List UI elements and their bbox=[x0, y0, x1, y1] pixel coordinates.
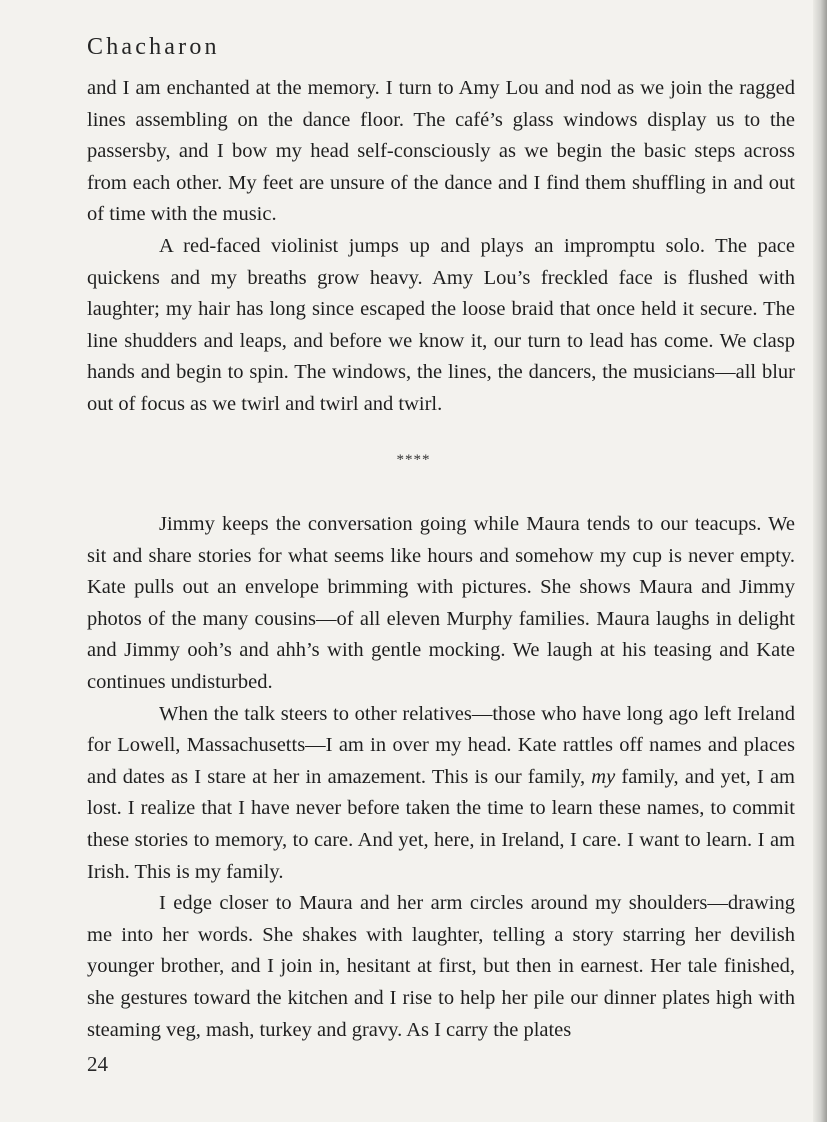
page-number: 24 bbox=[87, 1052, 108, 1076]
emphasis-text: my bbox=[591, 765, 616, 788]
paragraph bbox=[87, 699, 795, 889]
paragraph: and I am enchanted at the memory. I turn to Amy Lou and nod as we join the ragged lines assembling on the dance floor. The café’s glass windows display us to the passersby, and I bow my head self-consciously as we begin the basic steps across from each other. My feet are unsure of the dance and I find them shuffling in and out of time with the music. bbox=[87, 77, 795, 226]
paragraph: Jimmy keeps the conversation going while Maura tends to our teacups. We sit and share stories for what seems like hours and somehow my cup is never empty. Kate pulls out an envelope brimming with pictures. She shows Maura and Jimmy photos of the many cousins—of all eleven Murphy families. Maura laughs in delight and Jimmy ooh’s and ahh’s with gentle mocking. We laugh at his teasing and Kate continues undisturbed. bbox=[87, 513, 795, 693]
paragraph: I edge closer to Maura and her arm circles around my shoulders—drawing me into her words. She shakes with laughter, telling a story starring her devilish younger brother, and I join in, hesitant at first, but then in earnest. Her tale finished, she gestures toward the kitchen and I rise to help her pile our dinner plates high with steaming veg, mash, turkey and gravy. As I carry the plates bbox=[87, 892, 795, 1041]
text-section-2 bbox=[87, 509, 795, 1046]
paragraph-text: family, and yet, I am lost. I realize that I have never before taken the time to learn these names, to commit these stories to memory, to care. And yet, here, in Ireland, I care. I want to learn. I am Irish. This is my family. bbox=[87, 765, 795, 883]
text-section-1 bbox=[87, 73, 795, 421]
page-edge-shadow bbox=[813, 0, 827, 1122]
section-divider: **** bbox=[396, 452, 431, 468]
paragraph: A red-faced violinist jumps up and plays an impromptu solo. The pace quickens and my breaths grow heavy. Amy Lou’s freckled face is flushed with laughter; my hair has long since escaped the loose braid that once held it secure. The line shudders and leaps, and before we know it, our turn to lead has come. We clasp hands and begin to spin. The windows, the lines, the dancers, the musicians—all blur out of focus as we twirl and twirl and twirl. bbox=[87, 234, 795, 415]
paragraph-text: When the talk steers to other relatives—those who have long ago left Ireland for Lowell, Massachusetts—I am in over my head. Kate rattles off names and places and dates as I stare at her in amazement. This is our family, bbox=[87, 702, 795, 788]
running-header: Chacharon bbox=[87, 34, 220, 60]
